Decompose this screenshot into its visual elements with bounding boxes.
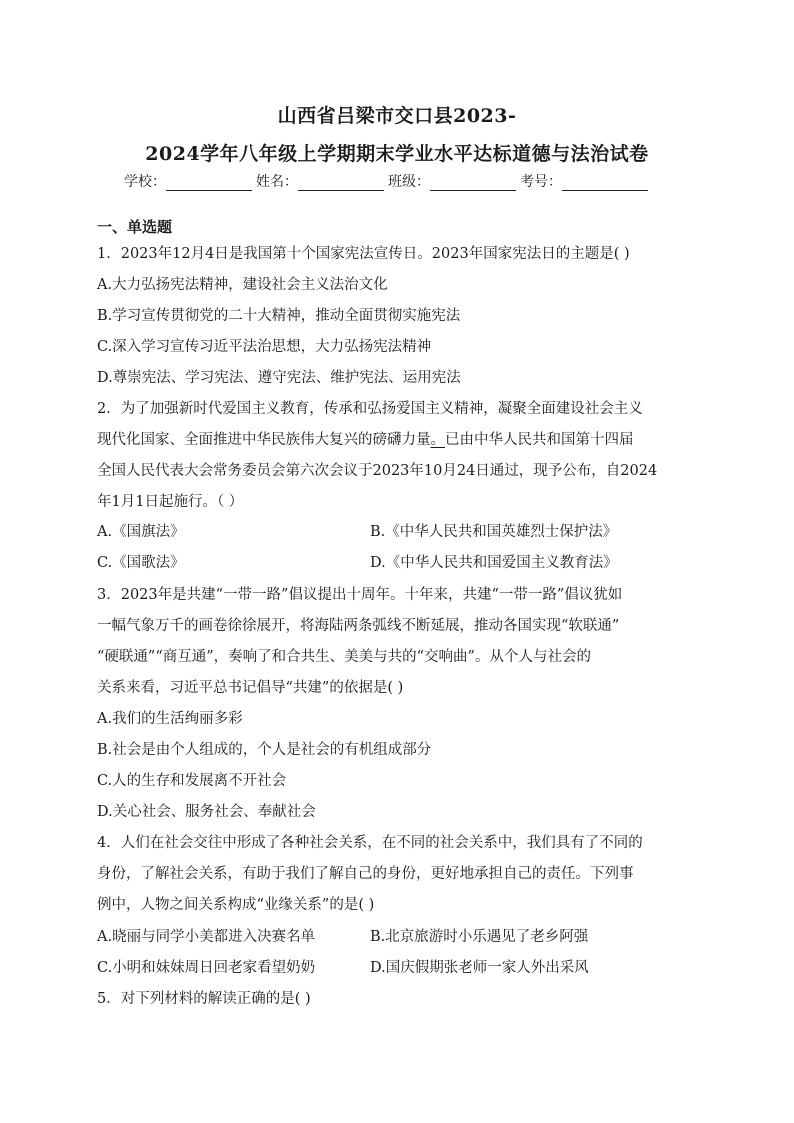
q1-option-c: C.深入学习宣传习近平法治思想，大力弘扬宪法精神 xyxy=(97,339,432,355)
q4-option-a: A.晓丽与同学小美都进入决赛名单 xyxy=(97,929,316,945)
name-label: 姓名： xyxy=(256,174,298,190)
exam-number-label: 考号： xyxy=(520,174,562,190)
q2-option-b: B.《中华人民共和国英雄烈士保护法》 xyxy=(370,524,618,540)
q4-stem-line2: 身份，了解社会关系，有助于我们了解自己的身份，更好地承担自己的责任。下列事 xyxy=(97,866,634,882)
q3-stem-line1: 3．2023年是共建“一带一路”倡议提出十周年。十年来，共建“一带一路”倡议犹如 xyxy=(97,587,623,603)
q4-option-d: D.国庆假期张老师一家人外出采风 xyxy=(370,960,589,976)
q3-option-b: B.社会是由个人组成的，个人是社会的有机组成部分 xyxy=(97,742,432,758)
school-blank xyxy=(166,175,252,191)
name-blank xyxy=(298,175,384,191)
q3-stem-line4: 关系来看，习近平总书记倡导“共建”的依据是( ) xyxy=(97,680,404,696)
q2-stem-line1: 2．为了加强新时代爱国主义教育，传承和弘扬爱国主义精神，凝聚全面建设社会主义 xyxy=(97,401,643,417)
q3-option-a: A.我们的生活绚丽多彩 xyxy=(97,711,243,727)
student-info-row xyxy=(124,171,652,191)
q3-stem-line3: “硬联通”“商互通”，奏响了和合共生、美美与共的“交响曲”。从个人与社会的 xyxy=(97,649,591,665)
q2-stem-line4: 年1月1日起施行。（ ） xyxy=(97,494,244,510)
q2-option-c: C.《国歌法》 xyxy=(97,555,185,571)
q2-option-a: A.《国旗法》 xyxy=(97,524,185,540)
q4-stem-line1: 4．人们在社会交往中形成了各种社会关系，在不同的社会关系中，我们具有了不同的 xyxy=(97,835,643,851)
q3-stem-line2: 一幅气象万千的画卷徐徐展开，将海陆两条弧线不断延展，推动各国实现“软联通” xyxy=(97,618,620,634)
q2-stem-line2-text: 现代化国家、全面推进中华民族伟大复兴的磅礴力量 xyxy=(97,432,431,448)
q2-stem-line3: 全国人民代表大会常务委员会第六次会议于2023年10月24日通过，现予公布，自2024 xyxy=(97,463,658,479)
exam-number-blank xyxy=(562,175,648,191)
exam-title-line2: 2024学年八年级上学期期末学业水平达标道德与法治试卷 xyxy=(145,143,649,165)
q4-option-b: B.北京旅游时小乐遇见了老乡阿强 xyxy=(370,929,589,945)
q1-stem: 1．2023年12月4日是我国第十个国家宪法宣传日。2023年国家宪法日的主题是( ) xyxy=(97,246,630,262)
q2-stem-line2 xyxy=(97,428,634,449)
q4-stem-line3: 例中，人物之间关系构成“业缘关系”的是( ) xyxy=(97,897,375,913)
class-label: 班级： xyxy=(388,174,430,190)
q1-option-d: D.尊崇宪法、学习宪法、遵守宪法、维护宪法、运用宪法 xyxy=(97,370,461,386)
section-title: 一、单选题 xyxy=(97,218,173,236)
q2-stem-line2-rest: 已由中华人民共和国第十四届 xyxy=(445,432,634,448)
q3-option-d: D.关心社会、服务社会、奉献社会 xyxy=(97,804,316,820)
class-blank xyxy=(430,175,516,191)
school-label: 学校： xyxy=(124,174,166,190)
q4-option-c: C.小明和妹妹周日回老家看望奶奶 xyxy=(97,960,316,976)
q1-option-b: B.学习宣传贯彻党的二十大精神，推动全面贯彻实施宪法 xyxy=(97,308,461,324)
exam-title-line1: 山西省吕梁市交口县2023- xyxy=(277,105,517,127)
q1-option-a: A.大力弘扬宪法精神，建设社会主义法治文化 xyxy=(97,277,388,293)
q2-option-d: D.《中华人民共和国爱国主义教育法》 xyxy=(370,555,618,571)
q3-option-c: C.人的生存和发展离不开社会 xyxy=(97,773,287,789)
q2-blank-mark: 。 xyxy=(430,432,445,448)
q5-stem: 5．对下列材料的解读正确的是( ) xyxy=(97,991,311,1007)
